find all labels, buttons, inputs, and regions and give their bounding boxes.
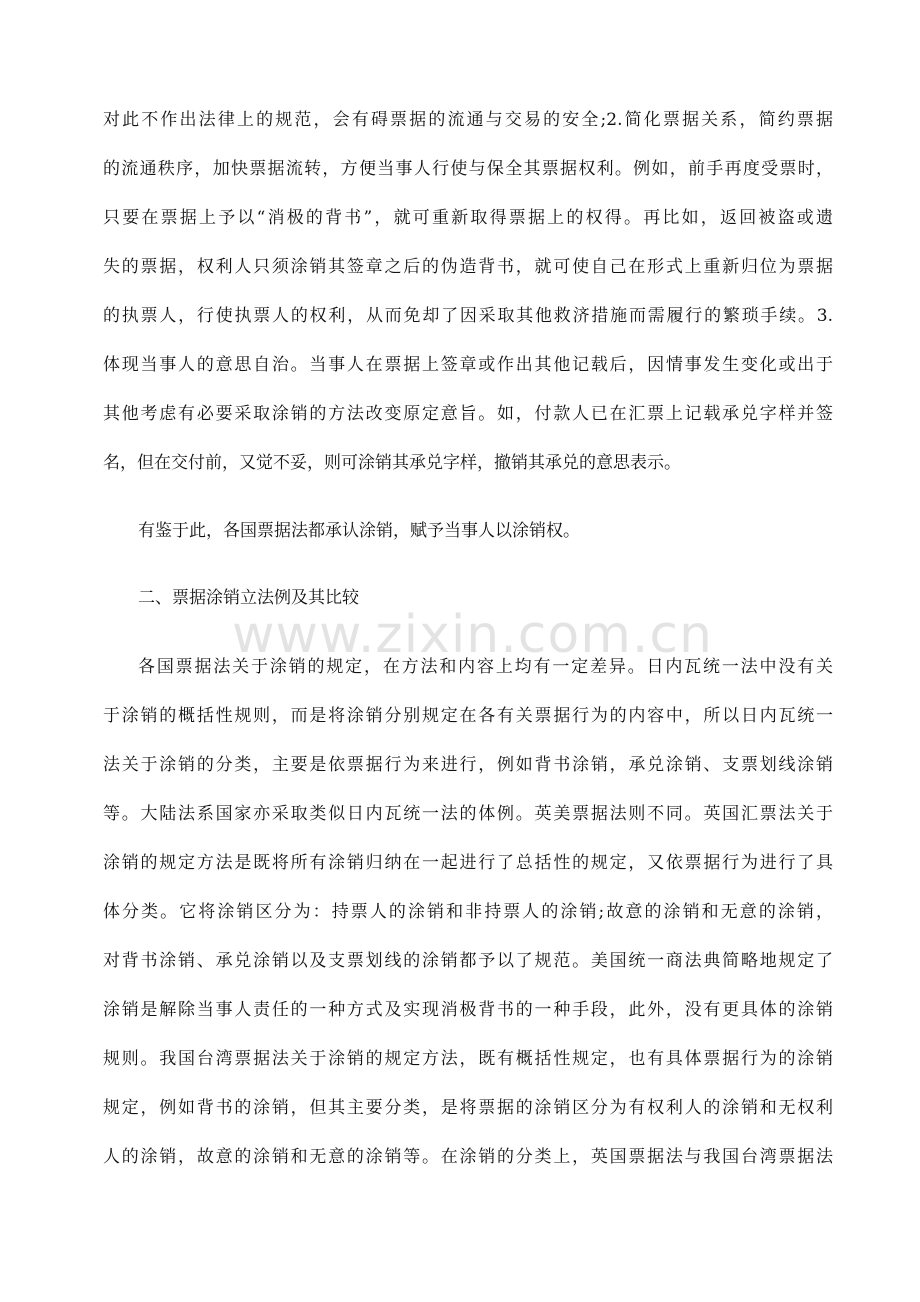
paragraph-1-line-7: 其他考虑有必要采取涂销的方法改变原定意旨。如，付款人已在汇票上记载承兑字样并签	[103, 404, 833, 424]
paragraph-1-line-6: 体现当事人的意思自治。当事人在票据上签章或作出其他记载后，因情事发生变化或出于	[103, 355, 833, 375]
paragraph-1-line-1: 对此不作出法律上的规范，会有碍票据的流通与交易的安全;2.简化票据关系，简约票据	[103, 110, 833, 130]
paragraph-1-line-3: 只要在票据上予以“消极的背书”，就可重新取得票据上的权得。再比如，返回被盗或遗	[103, 208, 833, 228]
watermark: www.zixin.com.cn	[232, 605, 713, 665]
paragraph-3-line-9: 规则。我国台湾票据法关于涂销的规定方法，既有概括性规定，也有具体票据行为的涂销	[103, 1049, 833, 1069]
paragraph-3-line-10: 规定，例如背书的涂销，但其主要分类，是将票据的涂销区分为有权利人的涂销和无权利	[103, 1098, 833, 1118]
paragraph-1-line-8: 名，但在交付前，又觉不妥，则可涂销其承兑字样，撤销其承兑的意思表示。	[103, 453, 681, 473]
paragraph-3-line-4: 等。大陆法系国家亦采取类似日内瓦统一法的体例。英美票据法则不同。英国汇票法关于	[103, 804, 833, 824]
paragraph-3-line-1: 各国票据法关于涂销的规定，在方法和内容上均有一定差异。日内瓦统一法中没有关	[138, 657, 833, 677]
paragraph-3-line-3: 法关于涂销的分类，主要是依票据行为来进行，例如背书涂销，承兑涂销、支票划线涂销	[103, 755, 833, 775]
paragraph-3-line-5: 涂销的规定方法是既将所有涂销归纳在一起进行了总括性的规定，又依票据行为进行了具	[103, 853, 833, 873]
paragraph-1-line-4: 失的票据，权利人只须涂销其签章之后的伪造背书，就可使自己在形式上重新归位为票据	[103, 257, 833, 277]
paragraph-3-line-11: 人的涂销，故意的涂销和无意的涂销等。在涂销的分类上，英国票据法与我国台湾票据法	[103, 1147, 833, 1167]
paragraph-3-line-8: 涂销是解除当事人责任的一种方式及实现消极背书的一种手段，此外，没有更具体的涂销	[103, 1000, 833, 1020]
paragraph-3-line-6: 体分类。它将涂销区分为：持票人的涂销和非持票人的涂销;故意的涂销和无意的涂销，	[103, 902, 833, 922]
paragraph-3-line-2: 于涂销的概括性规则，而是将涂销分别规定在各有关票据行为的内容中，所以日内瓦统一	[103, 706, 833, 726]
paragraph-2-line-1: 有鉴于此，各国票据法都承认涂销，赋予当事人以涂销权。	[138, 521, 580, 541]
paragraph-1-line-5: 的执票人，行使执票人的权利，从而免却了因采取其他救济措施而需履行的繁琐手续。3.	[103, 306, 833, 326]
paragraph-3-line-7: 对背书涂销、承兑涂销以及支票划线的涂销都予以了规范。美国统一商法典简略地规定了	[103, 951, 833, 971]
paragraph-1-line-2: 的流通秩序，加快票据流转，方便当事人行使与保全其票据权利。例如，前手再度受票时，	[103, 159, 833, 179]
section-heading: 二、票据涂销立法例及其比较	[138, 588, 359, 608]
